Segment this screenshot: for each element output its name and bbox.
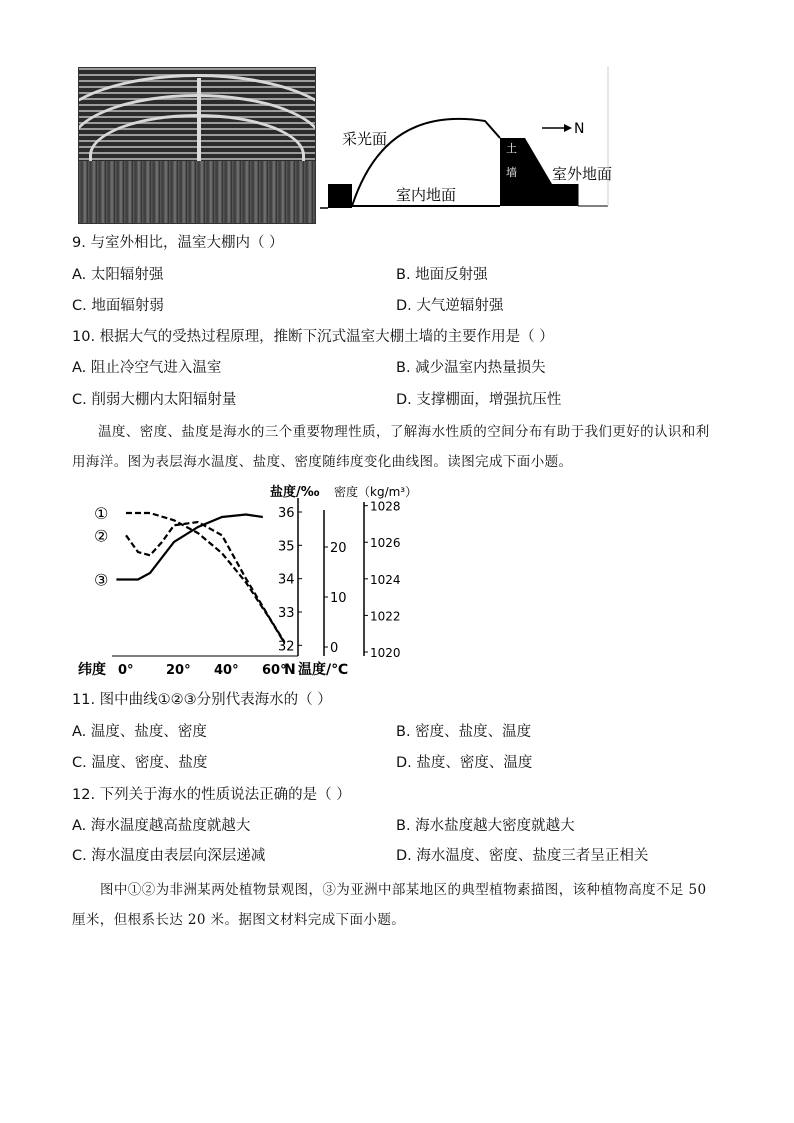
q9-option-a[interactable]: A. 太阳辐射强 bbox=[72, 267, 164, 283]
lighting-surface-label: 采光面 bbox=[342, 130, 388, 148]
x-tick-label: 20° bbox=[166, 663, 191, 678]
density-tick-label: 1026 bbox=[370, 536, 401, 551]
curve-label-3: ③ bbox=[94, 570, 109, 590]
x-unit-label: N bbox=[284, 662, 296, 678]
q10-option-c[interactable]: C. 削弱大棚内太阳辐射量 bbox=[72, 392, 237, 408]
passage-sea-line-2: 用海洋。图为表层海水温度、盐度、密度随纬度变化曲线图。读图完成下面小题。 bbox=[72, 454, 573, 470]
question-9-stem: 9. 与室外相比，温室大棚内（ ） bbox=[72, 235, 284, 251]
x-axis-title: 纬度 bbox=[78, 662, 106, 678]
north-label: N bbox=[574, 121, 585, 137]
q12-option-b[interactable]: B. 海水盐度越大密度就越大 bbox=[396, 818, 575, 834]
salinity-tick-label: 33 bbox=[278, 606, 295, 621]
passage-plant-line-1: 图中①②为非洲某两处植物景观图，③为亚洲中部某地区的典型植物素描图，该种植物高度不足 50 bbox=[100, 882, 707, 898]
passage-plant-line-2: 厘米，但根系长达 20 米。据图文材料完成下面小题。 bbox=[72, 912, 406, 928]
temperature-tick-label: 10 bbox=[330, 591, 347, 606]
salinity-tick-label: 32 bbox=[278, 639, 295, 655]
curve-label-1: ① bbox=[94, 503, 109, 523]
salinity-tick-label: 34 bbox=[278, 572, 295, 588]
sea-properties-chart bbox=[72, 480, 452, 680]
north-arrow-head-icon bbox=[564, 124, 572, 132]
chart-curves bbox=[116, 513, 284, 643]
x-tick-label: 60° bbox=[262, 663, 287, 678]
greenhouse-diagram bbox=[320, 66, 620, 216]
q11-option-c[interactable]: C. 温度、密度、盐度 bbox=[72, 755, 208, 771]
x-tick-label: 0° bbox=[118, 663, 134, 678]
soil-wall-char: 墙 bbox=[506, 166, 517, 179]
q10-option-d[interactable]: D. 支撑棚面，增强抗压性 bbox=[396, 392, 562, 408]
q11-option-b[interactable]: B. 密度、盐度、温度 bbox=[396, 724, 532, 740]
q12-option-d[interactable]: D. 海水温度、密度、盐度三者呈正相关 bbox=[396, 848, 649, 864]
q9-option-c[interactable]: C. 地面辐射弱 bbox=[72, 298, 164, 314]
photo-post bbox=[197, 78, 201, 168]
q9-option-b[interactable]: B. 地面反射强 bbox=[396, 267, 488, 283]
density-tick-label: 1020 bbox=[370, 646, 401, 660]
q10-option-a[interactable]: A. 阻止冷空气进入温室 bbox=[72, 360, 222, 376]
outdoor-ground-label: 室外地面 bbox=[552, 165, 613, 183]
temperature-tick-label: 0 bbox=[330, 641, 339, 656]
q11-option-a[interactable]: A. 温度、盐度、密度 bbox=[72, 724, 207, 740]
density-tick-label: 1022 bbox=[370, 609, 401, 624]
x-tick-label: 40° bbox=[214, 663, 239, 678]
greenhouse-photo bbox=[78, 67, 316, 224]
passage-sea-line-1: 温度、密度、盐度是海水的三个重要物理性质，了解海水性质的空间分布有助于我们更好的认识和利 bbox=[98, 424, 710, 440]
q10-option-b[interactable]: B. 减少温室内热量损失 bbox=[396, 360, 546, 376]
indoor-ground-label: 室内地面 bbox=[396, 186, 457, 204]
density-axis-title: 密度（kg/m³） bbox=[334, 485, 418, 499]
photo-ground bbox=[79, 161, 315, 223]
curve-1 bbox=[126, 513, 284, 643]
q11-option-d[interactable]: D. 盐度、密度、温度 bbox=[396, 755, 533, 771]
temperature-axis-title: 温度/℃ bbox=[298, 662, 349, 678]
q12-option-c[interactable]: C. 海水温度由表层向深层递减 bbox=[72, 848, 266, 864]
density-tick-label: 1024 bbox=[370, 572, 401, 587]
curve-label-2: ② bbox=[94, 526, 109, 546]
salinity-axis-title: 盐度/‰ bbox=[270, 485, 320, 500]
density-tick-label: 1028 bbox=[370, 499, 401, 514]
salinity-tick-label: 35 bbox=[278, 539, 295, 555]
soil-wall-char: 土 bbox=[506, 142, 517, 155]
question-10-stem: 10. 根据大气的受热过程原理，推断下沉式温室大棚土墙的主要作用是（ ） bbox=[72, 329, 554, 345]
question-12-stem: 12. 下列关于海水的性质说法正确的是（ ） bbox=[72, 787, 351, 803]
temperature-tick-label: 20 bbox=[330, 541, 347, 556]
front-wall bbox=[328, 184, 352, 208]
chart-axes bbox=[112, 498, 368, 656]
q12-option-a[interactable]: A. 海水温度越高盐度就越大 bbox=[72, 818, 251, 834]
question-11-stem: 11. 图中曲线①②③分别代表海水的（ ） bbox=[72, 692, 332, 708]
q9-option-d[interactable]: D. 大气逆辐射强 bbox=[396, 298, 504, 314]
salinity-tick-label: 36 bbox=[278, 506, 295, 521]
